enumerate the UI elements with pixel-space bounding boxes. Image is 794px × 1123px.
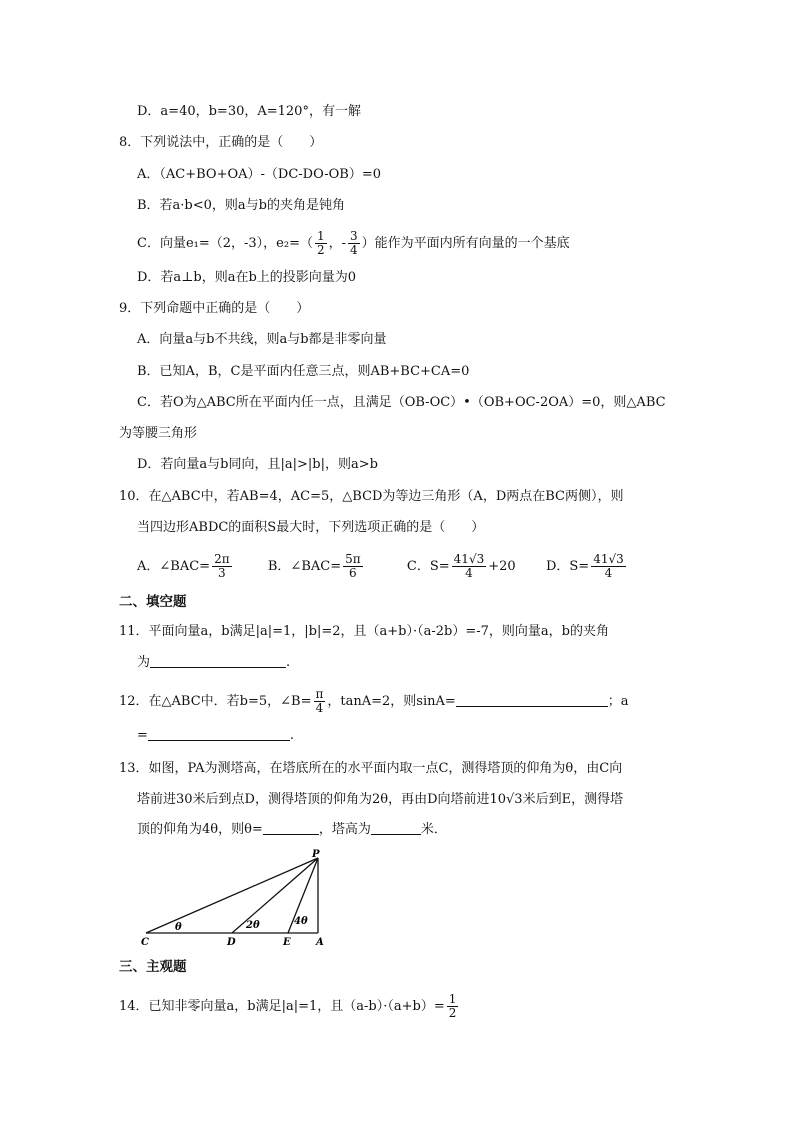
point-p-label: P	[312, 849, 320, 860]
fraction-41root3-4-d: $\frac{41√3}{4}$	[593, 552, 624, 580]
point-e-label: E	[283, 937, 291, 948]
point-d-label: D	[227, 937, 236, 948]
q14-text: 14．已知非零向量a，b满足|a|=1，且（a-b）·（a+b）=	[119, 999, 445, 1014]
q12-line2: = .	[137, 728, 295, 743]
section-subjective: 三、主观题	[119, 959, 187, 975]
q13-line2: 塔前进30米后到点D，测得塔顶的仰角为2θ，再由D向塔前进10√3米后到E，测得塔	[137, 792, 624, 807]
q10-stem-line2: 当四边形ABDC的面积S最大时，下列选项正确的是（ ）	[137, 520, 485, 535]
q9-stem: 9．下列命题中正确的是（ ）	[119, 301, 310, 316]
q12-text-1: 12．在△ABC中．若b=5，∠B=	[119, 694, 312, 709]
q10-option-d-label: D．S=	[545, 559, 590, 574]
angle-2theta-label: 2θ	[246, 920, 260, 931]
fraction-three-quarters: $\frac{3}{4}$	[350, 229, 358, 257]
q12-a-label: =	[137, 728, 148, 743]
fraction-41root3-4-c: $\frac{41√3}{4}$	[453, 552, 485, 580]
q13-height-label: ，塔高为	[318, 822, 371, 837]
tower-figure	[138, 848, 338, 948]
q9-option-c-line2: 为等腰三角形	[119, 426, 198, 441]
q8c-text-1: C．向量e₁=（2，-3），e₂=（	[137, 236, 313, 251]
point-a-label: A	[316, 937, 324, 948]
q13-theta-label: 顶的仰角为4θ，则θ=	[137, 822, 263, 837]
q8-stem: 8．下列说法中，正确的是（ ）	[119, 135, 323, 150]
fraction-pi-4: $\frac{\pi}{4}$	[315, 687, 324, 715]
point-c-label: C	[141, 937, 149, 948]
fraction-half: $\frac{1}{2}$	[316, 229, 325, 257]
q11-line2: 为 .	[137, 655, 291, 670]
q12-text-2: ，tanA=2，则sinA=	[327, 694, 456, 709]
q13-line3	[137, 820, 447, 840]
q10-option-b-label: B．∠BAC=	[267, 559, 342, 574]
fraction-5pi-6: $\frac{5\pi}{6}$	[345, 552, 361, 580]
angle-theta-label: θ	[175, 922, 182, 933]
q10-stem-line1: 10．在△ABC中，若AB=4，AC=5，△BCD为等边三角形（A，D两点在BC两侧），则	[119, 489, 624, 504]
q11-line1: 11．平面向量a，b满足|a|=1，|b|=2，且（a+b）·（a-2b）=-7，则向量a，b的夹角	[119, 624, 609, 639]
angle-4theta-label: 4θ	[294, 916, 308, 927]
q12-text-3: ；a	[607, 694, 629, 709]
q7-option-d: D．a=40，b=30，A=120°，有一解	[137, 104, 361, 119]
q10-option-a-label: A．∠BAC=	[137, 559, 211, 574]
q10-options	[137, 553, 628, 580]
q13-line1: 13．如图，PA为测塔高，在塔底所在的水平面内取一点C，测得塔顶的仰角为θ，由C向	[119, 761, 623, 776]
q12-line1	[119, 688, 629, 715]
q8-option-b: B．若a·b<0，则a与b的夹角是钝角	[137, 198, 345, 213]
q8c-text-3: ）能作为平面内所有向量的一个基底	[361, 236, 570, 251]
q9-option-d: D．若向量a与b同向，且|a|>|b|，则a>b	[137, 457, 378, 472]
q14-line1	[119, 993, 460, 1020]
q10-option-c-label: C．S=	[406, 559, 450, 574]
q8-option-a: A．（AC+BO+OA）-（DC-DO-OB）=0	[137, 167, 381, 182]
q8c-text-2: ，-	[328, 236, 347, 251]
q8-option-c	[137, 230, 570, 257]
fraction-2pi-3: $\frac{2\pi}{3}$	[214, 552, 230, 580]
fraction-q14-half: $\frac{1}{2}$	[448, 992, 457, 1020]
q13-height-blank[interactable]	[371, 820, 421, 835]
q10-option-c-tail: +20	[488, 559, 516, 574]
q12-a-blank[interactable]	[148, 726, 290, 741]
q11-answer-label: 为	[137, 655, 151, 670]
q12-sin-blank[interactable]	[456, 692, 608, 707]
q9-option-b: B．已知A，B，C是平面内任意三点，则AB+BC+CA=0	[137, 364, 470, 379]
q13-unit: 米．	[420, 822, 447, 837]
q9-option-c-line1: C．若O为△ABC所在平面内任一点，且满足（OB-OC）•（OB+OC-2OA）=0，则△ABC	[137, 395, 666, 410]
section-fill-in: 二、填空题	[119, 594, 187, 610]
q9-option-a: A．向量a与b不共线，则a与b都是非零向量	[137, 332, 387, 347]
q11-answer-blank[interactable]	[150, 653, 286, 668]
q8-option-d: D．若a⊥b，则a在b上的投影向量为0	[137, 270, 357, 285]
q13-theta-blank[interactable]	[263, 820, 319, 835]
